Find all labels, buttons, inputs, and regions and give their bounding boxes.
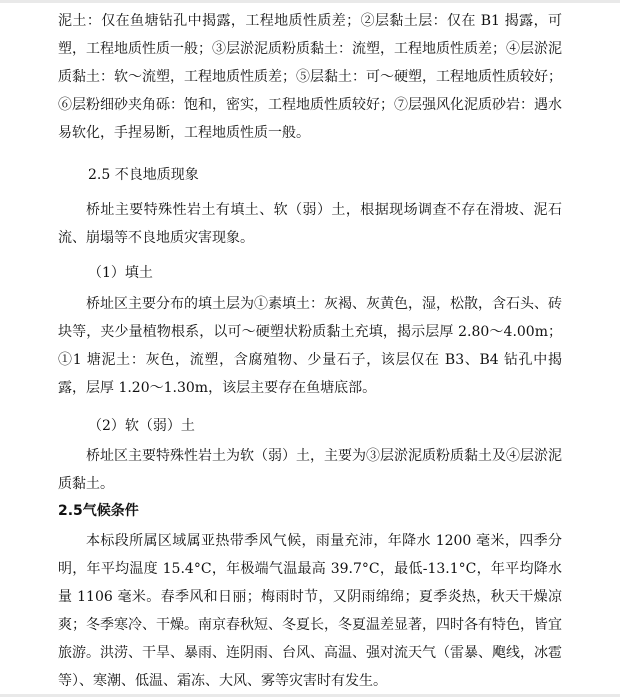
top-edge-bar <box>0 0 620 3</box>
paragraph-fill-soil: 桥址区主要分布的填土层为①素填土：灰褐、灰黄色，湿，松散，含石头、砖块等，夹少量植物根系，以可～硬塑状粉质黏土充填，揭示层厚 2.80～4.00m；①1 塘泥土：灰色，流塑，含腐殖物、少量石子，该层仅在 B3、B4 钻孔中揭露，层厚 1.20～1.30m，该层主要存在鱼塘底部。 <box>58 296 562 396</box>
paragraph-climate: 本标段所属区域属亚热带季风气候，雨量充沛，年降水 1200 毫米，四季分明，年平均温度 15.4°C，年极端气温最高 39.7°C，最低-13.1°C，年平均降水量 1106 毫米。春季风和日丽；梅雨时节，又阴雨绵绵；夏季炎热，秋天干燥凉爽；冬季寒冷、干燥。南京春秋短、冬夏长，冬夏温差显著，四时各有特色，皆宜旅游。洪涝、干旱、暴雨、连阴雨、台风、高温、强对流天气（雷暴、飑线，冰雹等）、寒潮、低温、霜冻、大风、雾等灾害时有发生。 <box>58 533 562 689</box>
paragraph-soil-layers: 泥土：仅在鱼塘钻孔中揭露，工程地质性质差；②层黏土层：仅在 B1 揭露，可塑，工程地质性质一般；③层淤泥质粉质黏土：流塑，工程地质性质差；④层淤泥质黏土：软～流塑，工程地质性质差；⑤层黏土：可～硬塑，工程地质性质较好；⑥层粉细砂夹角砾：饱和，密实，工程地质性质较好；⑦层强风化泥质砂岩：遇水易软化，手捏易断，工程地质性质一般。 <box>58 13 562 141</box>
heading-fill-soil: （1）填土 <box>88 265 153 281</box>
heading-climate: 2.5气候条件 <box>58 503 139 519</box>
paragraph-soft-soil: 桥址区主要特殊性岩土为软（弱）土，主要为③层淤泥质粉质黏土及④层淤泥质黏土。 <box>58 448 562 492</box>
heading-soft-soil: （2）软（弱）土 <box>88 418 195 434</box>
paragraph-special-soils: 桥址主要特殊性岩土有填土、软（弱）土，根据现场调查不存在滑坡、泥石流、崩塌等不良地质灾害现象。 <box>58 202 562 246</box>
heading-adverse-geology: 2.5 不良地质现象 <box>88 167 199 183</box>
